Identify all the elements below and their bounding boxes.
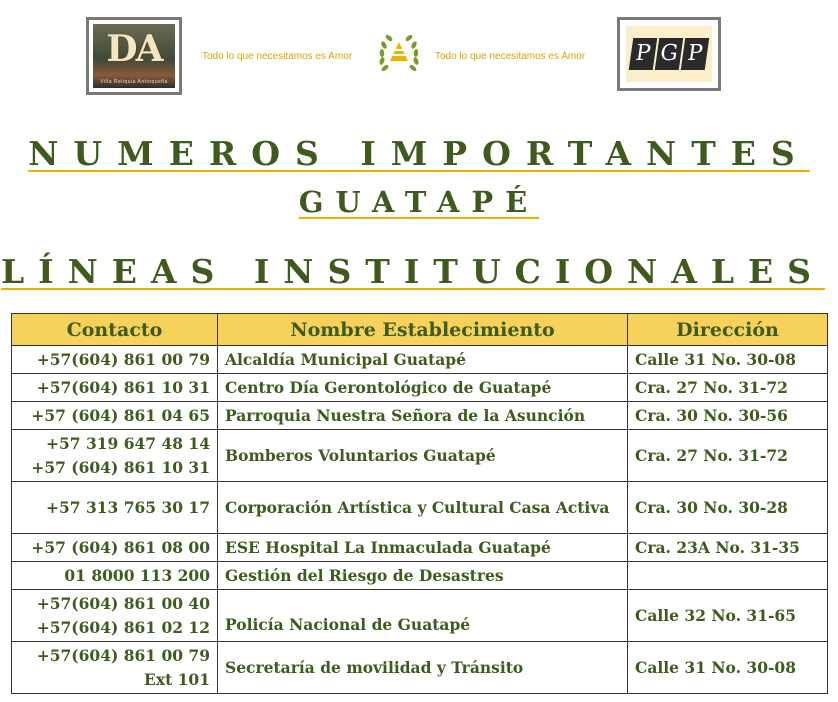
header-name: Nombre Establecimiento — [218, 314, 628, 346]
name-cell: ESE Hospital La Inmaculada Guatapé — [218, 534, 628, 562]
name-cell: Gestión del Riesgo de Desastres — [218, 562, 628, 590]
town-title-text: GUATAPÉ — [298, 185, 540, 219]
phone-number: +57 319 647 48 14 — [46, 433, 210, 453]
phone-number: +57(604) 861 00 79 — [36, 349, 210, 369]
logo-left-image — [93, 24, 175, 88]
table-row — [12, 562, 828, 590]
contact-cell — [12, 482, 218, 534]
logo-right-letter: G — [655, 38, 683, 70]
logo-right-letter: P — [629, 38, 657, 70]
header-address: Dirección — [628, 314, 828, 346]
address-cell: Cra. 27 No. 31-72 — [628, 430, 828, 482]
contacts-table — [11, 313, 828, 694]
phone-number: +57 (604) 861 04 65 — [31, 405, 210, 425]
phone-number: 01 8000 113 200 — [64, 565, 210, 585]
laurel-emblem-icon — [374, 28, 424, 78]
table-header-row — [12, 314, 828, 346]
address-cell: Calle 32 No. 31-65 — [628, 590, 828, 642]
contact-cell — [12, 534, 218, 562]
page-title-text: NUMEROS IMPORTANTES — [28, 134, 810, 173]
contact-cell — [12, 590, 218, 642]
table-row — [12, 402, 828, 430]
town-title — [0, 185, 838, 219]
table-row — [12, 642, 828, 694]
address-cell: Cra. 27 No. 31-72 — [628, 374, 828, 402]
name-cell: Centro Día Gerontológico de Guatapé — [218, 374, 628, 402]
section-title-text: LÍNEAS INSTITUCIONALES — [0, 252, 826, 291]
phone-number: +57(604) 861 10 31 — [36, 377, 210, 397]
table-row — [12, 534, 828, 562]
phone-number: +57(604) 861 02 12 — [36, 617, 210, 637]
slogan-left: Todo lo que necesitamos es Amor — [202, 51, 353, 62]
phone-extension: Ext 101 — [144, 669, 210, 689]
name-cell: Corporación Artística y Cultural Casa Activa — [218, 482, 628, 534]
phone-number: +57(604) 861 00 40 — [36, 593, 210, 613]
contact-cell — [12, 374, 218, 402]
logo-left-caption: Villa Reliquia Antioqueña — [100, 79, 168, 85]
phone-number: +57 313 765 30 17 — [46, 497, 210, 517]
phone-number: +57 (604) 861 10 31 — [31, 457, 210, 477]
phone-number: +57 (604) 861 08 00 — [31, 537, 210, 557]
contact-cell — [12, 430, 218, 482]
header-contact: Contacto — [12, 314, 218, 346]
table-row — [12, 590, 828, 642]
name-text: Policía Nacional de Guatapé — [225, 614, 471, 634]
table-row — [12, 374, 828, 402]
section-title — [0, 252, 832, 291]
name-cell: Secretaría de movilidad y Tránsito — [218, 642, 628, 694]
address-cell: Cra. 30 No. 30-28 — [628, 482, 828, 534]
contact-cell — [12, 642, 218, 694]
phone-number: +57(604) 861 00 79 — [36, 645, 210, 665]
logo-right-letter: P — [681, 38, 709, 70]
contact-cell — [12, 346, 218, 374]
address-cell: Calle 31 No. 30-08 — [628, 642, 828, 694]
contact-cell — [12, 562, 218, 590]
logo-left-letters: DA — [106, 28, 162, 70]
table-row — [12, 482, 828, 534]
slogan-right: Todo lo que necesitamos es Amor — [435, 51, 586, 62]
name-cell — [218, 590, 628, 642]
address-cell: Cra. 23A No. 31-35 — [628, 534, 828, 562]
address-cell: Cra. 30 No. 30-56 — [628, 402, 828, 430]
logo-left — [86, 17, 182, 95]
header — [0, 0, 838, 110]
page-title — [0, 134, 838, 173]
logo-right-image — [626, 26, 712, 82]
name-cell: Bomberos Voluntarios Guatapé — [218, 430, 628, 482]
contact-cell — [12, 402, 218, 430]
name-cell: Parroquia Nuestra Señora de la Asunción — [218, 402, 628, 430]
address-cell: Calle 31 No. 30-08 — [628, 346, 828, 374]
logo-right — [617, 17, 721, 91]
table-row — [12, 346, 828, 374]
address-cell — [628, 562, 828, 590]
name-cell: Alcaldía Municipal Guatapé — [218, 346, 628, 374]
table-row — [12, 430, 828, 482]
